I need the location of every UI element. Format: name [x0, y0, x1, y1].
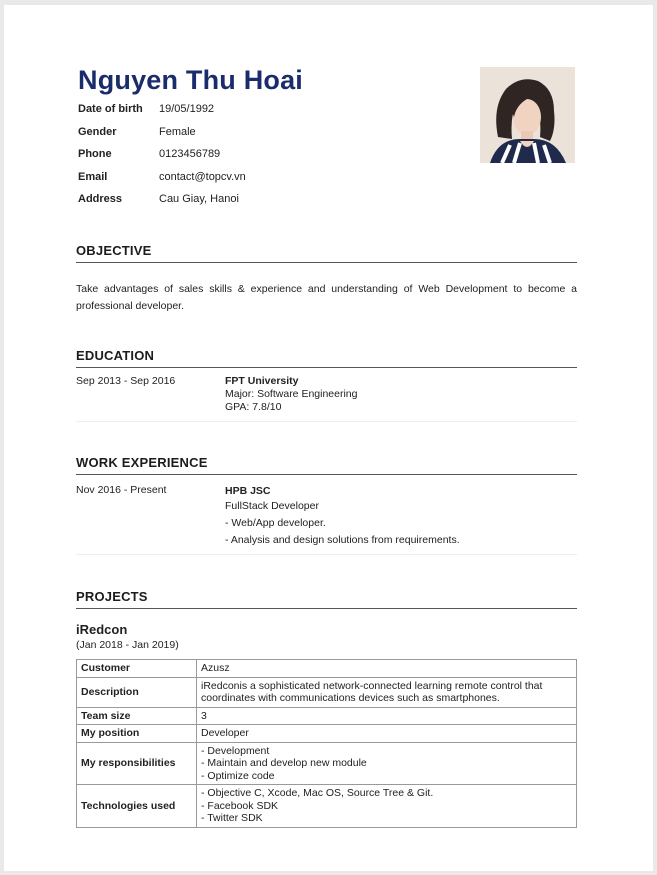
row-value: Developer [197, 725, 577, 743]
responsibility-item: - Maintain and develop new module [201, 757, 367, 769]
row-label: Team size [77, 707, 197, 725]
company-name: HPB JSC [225, 485, 271, 497]
info-label: Gender [78, 125, 117, 138]
row-value [197, 742, 577, 785]
work-details [225, 484, 460, 549]
education-major: Major: Software Engineering [225, 388, 358, 400]
row-label: My responsibilities [77, 742, 197, 785]
row-value: Azusz [197, 660, 577, 678]
info-row-gender [78, 125, 246, 148]
info-row-phone [78, 147, 246, 170]
info-value: 19/05/1992 [159, 103, 215, 115]
job-duty: - Web/App developer. [225, 517, 326, 529]
row-label: Description [77, 677, 197, 707]
table-row [77, 660, 577, 678]
projects-title: PROJECTS [76, 589, 577, 609]
candidate-name: Nguyen Thu Hoai [78, 65, 303, 95]
info-value: Female [159, 125, 196, 138]
info-label: Date of birth [78, 103, 143, 115]
objective-title: OBJECTIVE [76, 243, 577, 263]
technology-item: - Twitter SDK [201, 812, 263, 824]
table-row [77, 742, 577, 785]
project-dates: (Jan 2018 - Jan 2019) [76, 639, 179, 651]
table-row [77, 725, 577, 743]
row-value [197, 785, 577, 828]
info-row-email [78, 170, 246, 193]
row-label: Customer [77, 660, 197, 678]
responsibility-item: - Optimize code [201, 769, 275, 782]
info-label: Phone [78, 148, 112, 160]
table-row [77, 677, 577, 707]
education-date: Sep 2013 - Sep 2016 [76, 375, 176, 387]
work-date: Nov 2016 - Present [76, 484, 167, 496]
info-row-address [78, 192, 246, 215]
technology-item: - Objective C, Xcode, Mac OS, Source Tree & Git. [201, 787, 434, 799]
info-label: Address [78, 193, 123, 205]
row-value: 3 [197, 707, 577, 725]
row-label: My position [77, 725, 197, 743]
info-value: contact@topcv.vn [159, 170, 246, 183]
info-value: 0123456789 [159, 148, 221, 160]
school-name: FPT University [225, 375, 299, 387]
personal-info [78, 102, 246, 215]
education-entry [76, 375, 577, 422]
responsibility-item: - Development [201, 744, 270, 757]
project-name: iRedcon [76, 622, 128, 637]
portrait-illustration [480, 67, 575, 163]
info-row-dob [78, 102, 246, 125]
table-row [77, 707, 577, 725]
objective-text: Take advantages of sales skills & experience and understanding of Web Development to become a professional developer. [76, 283, 577, 312]
row-value: iRedconis a sophisticated network-connected learning remote control that coordinates with communications devices such as smartphones. [197, 677, 577, 707]
education-gpa: GPA: 7.8/10 [225, 401, 282, 413]
education-details [225, 375, 358, 414]
table-row [77, 785, 577, 828]
cv-page [4, 5, 653, 871]
profile-photo [480, 67, 575, 163]
info-label: Email [78, 170, 108, 183]
row-label: Technologies used [77, 785, 197, 828]
work-title: WORK EXPERIENCE [76, 455, 577, 475]
info-value: Cau Giay, Hanoi [159, 193, 239, 205]
project-table [76, 659, 577, 828]
education-title: EDUCATION [76, 348, 577, 368]
technology-item: - Facebook SDK [201, 799, 279, 812]
job-duty: - Analysis and design solutions from requirements. [225, 534, 460, 546]
job-role: FullStack Developer [225, 500, 319, 512]
work-entry [76, 484, 577, 555]
